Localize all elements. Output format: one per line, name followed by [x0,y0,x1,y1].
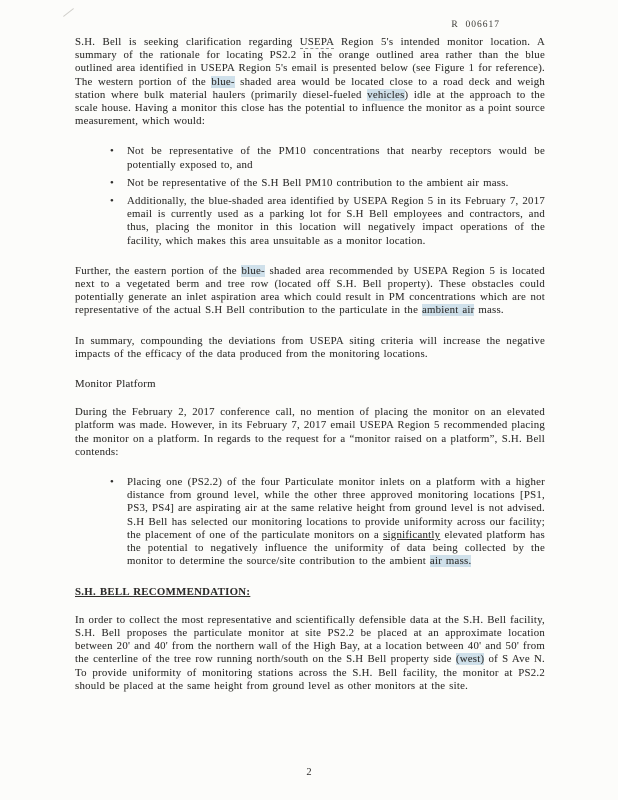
bullet-list-siting-concerns [75,145,545,247]
paragraph-intro: S.H. Bell is seeking clarification regarding USEPA Region 5's intended monitor location. A summary of the rationale for locating PS2.2 in the orange outlined area rather than the blue outlined area identified in USEPA Region 5's email is presented below (see Figure 1 for reference). The western portion of the blue- shaded area would be located close to a road deck and weigh station where bulk material haulers (primarily diesel-fueled vehicles) idle at the approach to the scale house. Having a monitor this close has the potential to influence the monitor as a point source measurement, which would: [75,36,545,128]
scan-artifact-mark [63,8,74,17]
document-body [75,36,545,710]
bullet-item: • Additionally, the blue-shaded area identified by USEPA Region 5 in its February 7, 2017 email is currently used as a parking lot for S.H Bell employees and contractors, and thus, placing the monitor in this location will negatively impact operations of the facility, which makes this area unsuitable as a monitor location. [75,195,545,248]
page-number: 2 [306,767,312,778]
section-heading-recommendation: S.H. BELL RECOMMENDATION: [75,585,251,598]
bullet-list-platform-position [75,476,545,568]
paragraph-recommendation: In order to collect the most representative and scientifically defensible data at the S.H. Bell facility, S.H. Bell proposes the particulate monitor at site PS2.2 be placed at an approximate location between 20' and 40' from the northern wall of the High Bay, at a location between 40' and 50' from the centerline of the tree row running north/south on the S.H Bell property side (west) of S Ave N. To provide uniformity of monitoring stations across the S.H. Bell facility, the monitor at PS2.2 should be placed at the same height from ground level as other monitors at the site. [75,613,545,692]
section-heading-monitor-platform: Monitor Platform [75,378,156,391]
bullet-item: • Not be representative of the PM10 concentrations that nearby receptors would be potentially exposed to, and [75,145,545,171]
bullet-item: • Not be representative of the S.H Bell PM10 contribution to the ambient air mass. [75,177,545,190]
document-id-stamp: R 006617 [451,20,500,30]
paragraph-eastern-portion: Further, the eastern portion of the blue- shaded area recommended by USEPA Region 5 is located next to a vegetated berm and tree row (located off S.H. Bell property). These obstacles could potentially generate an inlet aspiration area which could result in PM concentrations which are not representative of the actual S.H Bell contribution to the particulate in the ambient air mass. [75,264,545,317]
paragraph-summary: In summary, compounding the deviations from USEPA siting criteria will increase the negative impacts of the efficacy of the data produced from the monitoring locations. [75,334,545,360]
bullet-item: • Placing one (PS2.2) of the four Particulate monitor inlets on a platform with a higher distance from ground level, while the other three approved monitoring locations [PS1, PS3, PS4] are aspirating air at the same relative height from ground level is not advised. S.H Bell has selected our monitoring locations to provide uniformity across our facility; the placement of one of the particulate monitors on a significantly elevated platform has the potential to negatively influence the uniformity of data being collected by the monitor to determine the source/site contribution to the ambient air mass. [75,476,545,568]
paragraph-platform-discussion: During the February 2, 2017 conference call, no mention of placing the monitor on an elevated platform was made. However, in its February 7, 2017 email USEPA Region 5 recommended placing the monitor on a platform. In regards to the request for a “monitor raised on a platform”, S.H. Bell contends: [75,406,545,458]
